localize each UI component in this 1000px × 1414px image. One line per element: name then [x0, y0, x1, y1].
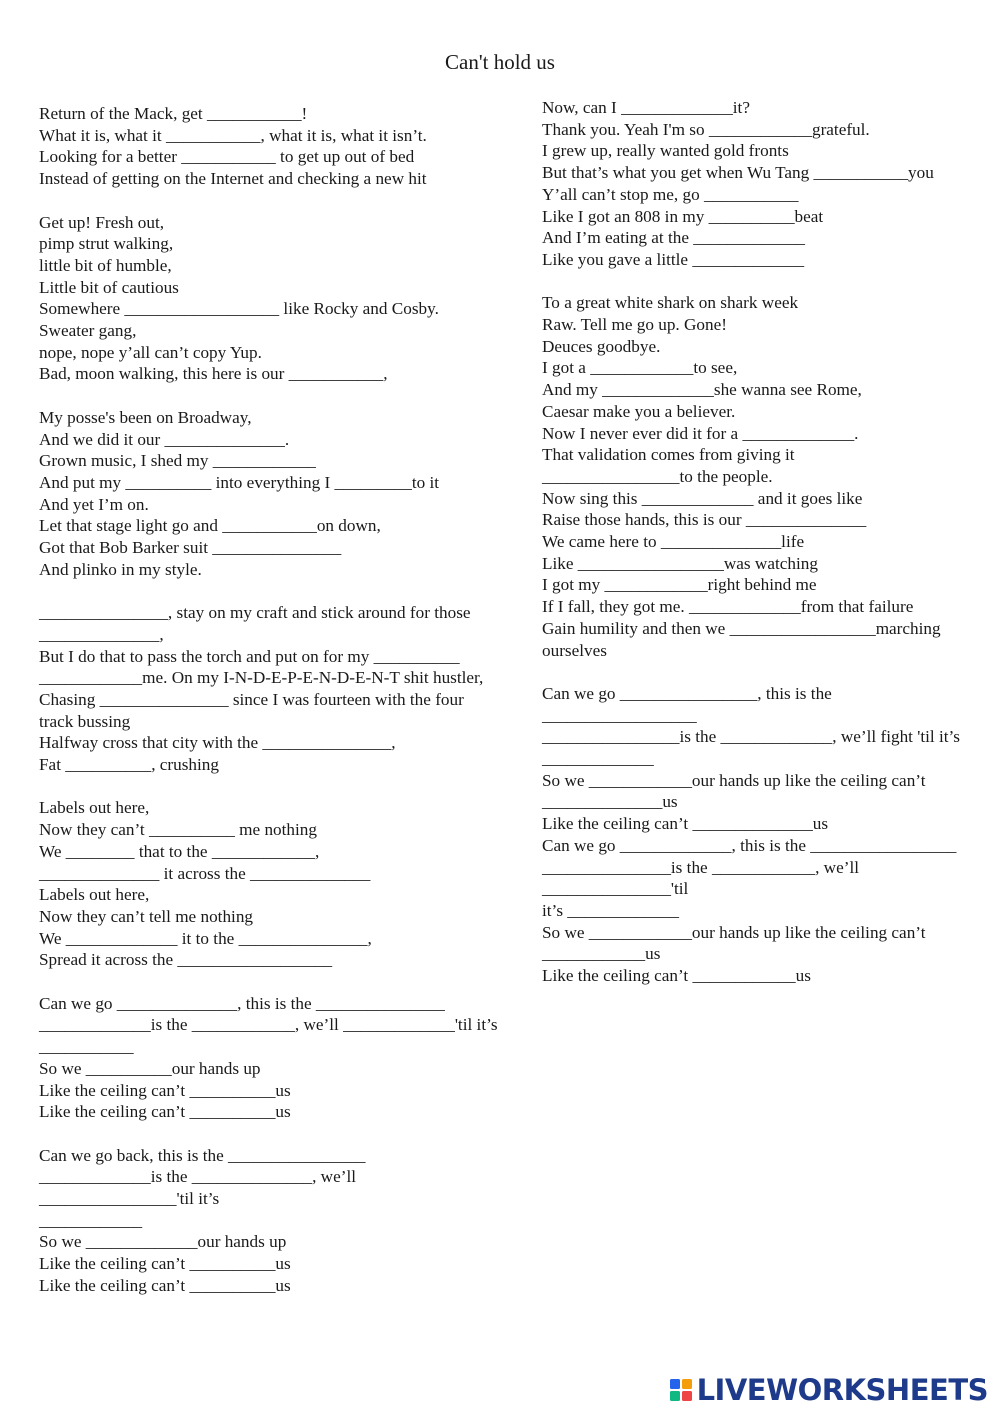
lyric-line: And plinko in my style.	[39, 559, 202, 579]
lyric-line: We _____________ it to the _______________,	[39, 928, 372, 948]
lyric-line: Halfway cross that city with the _______________,	[39, 733, 396, 753]
lyric-line: ____________	[39, 1210, 143, 1230]
lyric-line: it’s _____________	[542, 900, 680, 920]
lyric-line: I got a ____________to see,	[542, 358, 738, 378]
lyric-line: Can we go ________________, this is the __________________	[542, 683, 832, 725]
lyric-line: Fat __________, crushing	[39, 755, 219, 775]
page-title: Can't hold us	[445, 50, 555, 74]
lyric-line: Little bit of cautious	[39, 277, 179, 297]
lyric-line: So we ____________our hands up like the ceiling can’t	[542, 922, 926, 942]
lyric-line: Like _________________was watching	[542, 553, 818, 573]
lyric-line: Thank you. Yeah I'm so ____________grateful.	[542, 119, 870, 139]
lyric-line: Now, can I _____________it?	[542, 98, 750, 117]
lyric-line: _______________, stay on my craft and stick around for those	[39, 603, 471, 623]
lyric-line: Get up! Fresh out,	[39, 212, 165, 232]
lyric-line: And put my __________ into everything I _________to it	[39, 472, 440, 492]
right-column	[542, 97, 982, 1008]
lyric-line: little bit of humble,	[39, 255, 172, 275]
liveworksheets-logo	[669, 1374, 988, 1406]
lyric-line: Got that Bob Barker suit _______________	[39, 538, 342, 558]
lyric-line: Now they can’t tell me nothing	[39, 906, 254, 926]
stanza	[39, 602, 499, 776]
lyric-line: My posse's been on Broadway,	[39, 407, 252, 427]
lyric-line: ____________us	[542, 944, 661, 964]
lyric-line: _____________is the ______________, we’ll ________________'til it’s	[39, 1167, 356, 1209]
stanza	[39, 212, 499, 386]
lyric-line: Gain humility and then we _________________marching	[542, 618, 941, 638]
lyric-line: Now they can’t __________ me nothing	[39, 820, 317, 840]
lyric-line: Labels out here,	[39, 885, 150, 905]
left-column	[39, 103, 499, 1318]
lyric-line: But that’s what you get when Wu Tang ___________you	[542, 163, 934, 183]
lyric-line: Somewhere __________________ like Rocky and Cosby.	[39, 299, 439, 319]
lyric-line: Like the ceiling can’t ______________us	[542, 814, 829, 834]
stanza	[542, 292, 982, 661]
lyric-line: Looking for a better ___________ to get up out of bed	[39, 147, 415, 167]
lyric-line: ourselves	[542, 640, 607, 660]
lyric-line: And we did it our ______________.	[39, 429, 290, 449]
lyric-line: And yet I’m on.	[39, 494, 149, 514]
lyric-line: ___________	[39, 1037, 134, 1057]
lyric-line: _____________	[542, 749, 654, 769]
lyric-line: Can we go ______________, this is the _______________	[39, 993, 445, 1013]
lyric-line: _______________is the ____________, we’ll _______________'til	[542, 857, 859, 899]
lyric-line: What it is, what it ___________, what it is, what it isn’t.	[39, 125, 427, 145]
lyric-line: Can we go back, this is the ________________	[39, 1145, 366, 1165]
lyric-line: ________________to the people.	[542, 466, 773, 486]
lyric-line: ____________me. On my I-N-D-E-P-E-N-D-E-N-T shit hustler,	[39, 668, 484, 688]
stanza	[39, 797, 499, 971]
lyric-line: Spread it across the __________________	[39, 950, 333, 970]
lyric-line: Can we go _____________, this is the _________________	[542, 835, 957, 855]
lyric-line: To a great white shark on shark week	[542, 293, 799, 313]
lyric-line: Let that stage light go and ___________on down,	[39, 516, 381, 536]
lyric-line: We ________ that to the ____________,	[39, 841, 320, 861]
lyric-line: Like I got an 808 in my __________beat	[542, 206, 824, 226]
lyric-line: Like the ceiling can’t __________us	[39, 1254, 291, 1274]
stanza	[542, 97, 982, 271]
lyric-line: _____________is the ____________, we’ll _____________'til it’s	[39, 1015, 498, 1035]
lyric-line: Like the ceiling can’t __________us	[39, 1080, 291, 1100]
lyric-line: And my _____________she wanna see Rome,	[542, 380, 862, 400]
lyric-line: So we __________our hands up	[39, 1058, 261, 1078]
lyric-line: Deuces goodbye.	[542, 336, 661, 356]
lyric-line: So we ____________our hands up like the ceiling can’t	[542, 770, 926, 790]
logo-text: LIVEWORKSHEETS	[696, 1373, 988, 1407]
lyric-line: Like the ceiling can’t __________us	[39, 1102, 291, 1122]
lyric-line: That validation comes from giving it	[542, 445, 795, 465]
lyric-line: pimp strut walking,	[39, 234, 174, 254]
stanza	[39, 407, 499, 581]
lyric-line: So we _____________our hands up	[39, 1232, 287, 1252]
lyric-line: I grew up, really wanted gold fronts	[542, 141, 789, 161]
lyric-line: I got my ____________right behind me	[542, 575, 817, 595]
lyric-line: Raw. Tell me go up. Gone!	[542, 315, 727, 335]
lyric-line: Like you gave a little _____________	[542, 249, 805, 269]
lyric-line: ________________is the _____________, we’ll fight 'til it’s	[542, 727, 960, 747]
lyric-line: But I do that to pass the torch and put on for my __________	[39, 646, 460, 666]
stanza	[39, 103, 499, 190]
stanza	[542, 683, 982, 987]
lyric-line: Like the ceiling can’t __________us	[39, 1275, 291, 1295]
lyric-line: And I’m eating at the _____________	[542, 228, 806, 248]
lyric-line: ______________ it across the ______________	[39, 863, 371, 883]
lyric-line: Y’all can’t stop me, go ___________	[542, 184, 799, 204]
stanza	[39, 993, 499, 1123]
lyric-line: Caesar make you a believer.	[542, 401, 736, 421]
lyric-line: Like the ceiling can’t ____________us	[542, 966, 811, 986]
lyric-line: Raise those hands, this is our ______________	[542, 510, 867, 530]
lyric-line: nope, nope y’all can’t copy Yup.	[39, 342, 262, 362]
lyric-line: Bad, moon walking, this here is our ___________,	[39, 364, 388, 384]
lyric-line: We came here to ______________life	[542, 532, 805, 552]
lyric-line: Grown music, I shed my ____________	[39, 451, 316, 471]
lyric-line: If I fall, they got me. _____________from that failure	[542, 597, 914, 617]
stanza	[39, 1145, 499, 1297]
liveworksheets-logo-icon	[669, 1378, 693, 1402]
lyric-line: Now sing this _____________ and it goes like	[542, 488, 863, 508]
lyric-line: Labels out here,	[39, 798, 150, 818]
lyric-line: ______________us	[542, 792, 678, 812]
lyric-line: Sweater gang,	[39, 321, 137, 341]
lyric-line: track bussing	[39, 711, 131, 731]
lyric-line: Instead of getting on the Internet and checking a new hit	[39, 169, 427, 189]
lyric-line: Now I never ever did it for a _____________.	[542, 423, 859, 443]
lyric-line: Chasing _______________ since I was fourteen with the four	[39, 689, 464, 709]
lyric-line: Return of the Mack, get ___________!	[39, 104, 308, 123]
lyric-line: ______________,	[39, 624, 164, 644]
